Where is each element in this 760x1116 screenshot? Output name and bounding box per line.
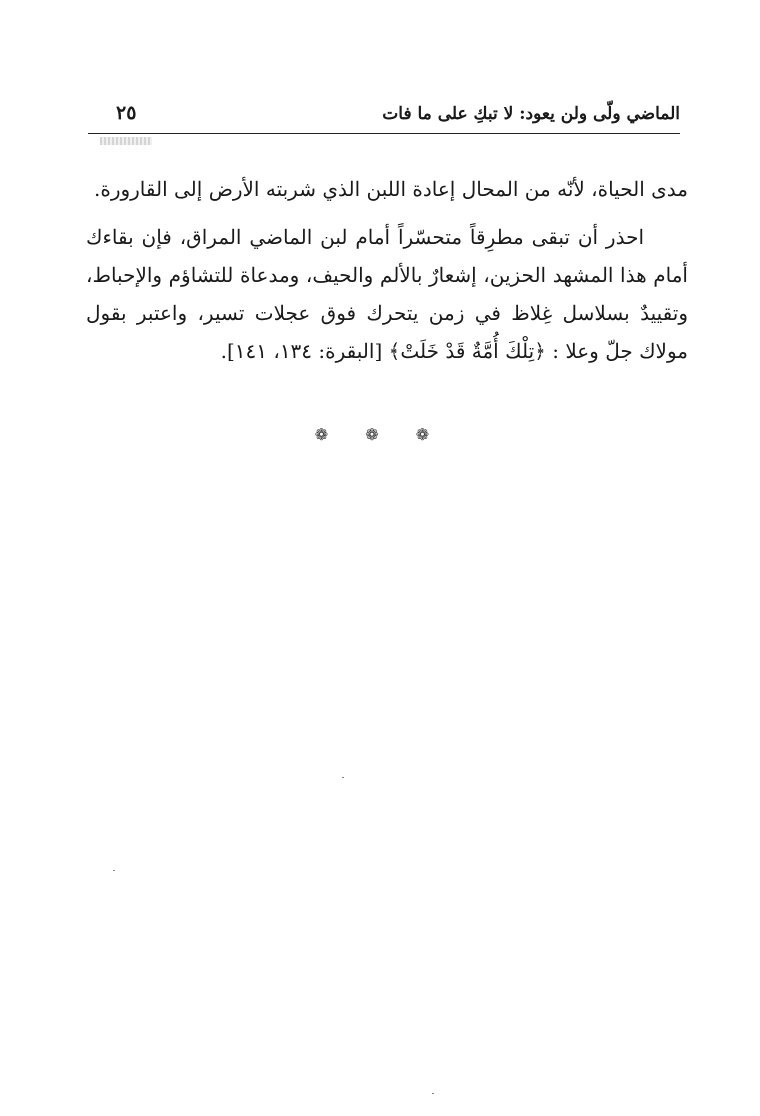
paragraph-continued: مدى الحياة، لأنّه من المحال إعادة اللبن الذي شربته الأرض إلى القارورة. (93, 177, 688, 201)
page-body (86, 170, 688, 370)
paragraph-text: احذر أن تبقى مطرِقاً متحسّراً أمام لبن الماضي المراق، فإن بقاءك أمام هذا المشهد الحزين، إشعارٌ بالألم والحيف، ومدعاة للتشاؤم والإحباط، وتقييدٌ بسلاسل غِلاظ في زمن يتحرك فوق عجلات تسير، واعتبر بقول مولاك جلّ وعلا : (86, 225, 688, 363)
chapter-title: الماضي ولّى ولن يعود: لا تبكِ على ما فات (382, 104, 680, 124)
scan-speck (113, 870, 115, 871)
paragraph-main (86, 218, 688, 370)
quran-verse: ﴿تِلْكَ أُمَّةٌ قَدْ خَلَتْ﴾ (388, 339, 546, 363)
verse-citation: [البقرة: ١٣٤، ١٤١]. (220, 339, 383, 363)
library-stamp (100, 137, 152, 145)
section-end-ornaments: ❁ ❁ ❁ (314, 425, 446, 444)
running-header (88, 98, 680, 132)
page-number: ٢٥ (116, 102, 137, 124)
scan-speck (432, 1093, 434, 1094)
scan-speck (342, 777, 344, 778)
header-divider (88, 133, 680, 134)
